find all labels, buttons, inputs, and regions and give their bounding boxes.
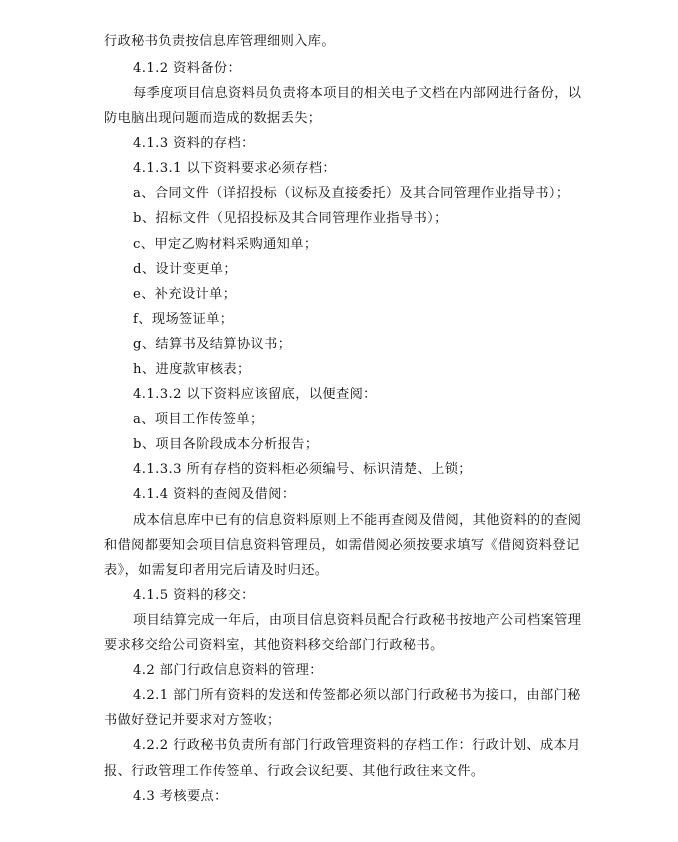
- section-heading: 4.2 部门行政信息资料的管理：: [133, 663, 323, 678]
- text-line: 要求移交给公司资料室，其他资料移交给部门行政秘书。: [104, 638, 444, 653]
- list-item: a、合同文件（详招投标（议标及直接委托）及其合同管理作业指导书）；: [133, 186, 570, 201]
- list-item: g、结算书及结算协议书；: [133, 337, 292, 352]
- section-heading: 4.1.2 资料备份：: [133, 61, 242, 76]
- list-item: d、设计变更单；: [133, 262, 237, 277]
- section-heading: 4.1.3.1 以下资料要求必须存档：: [133, 161, 336, 176]
- list-item: b、招标文件（见招投标及其合同管理作业指导书）；: [133, 211, 448, 226]
- list-item: b、项目各阶段成本分析报告；: [133, 437, 319, 452]
- list-item: c、甲定乙购材料采购通知单；: [133, 237, 318, 252]
- section-heading: 4.3 考核要点：: [133, 789, 228, 804]
- text-line: 报、行政管理工作传签单、行政会议纪要、其他行政往来文件。: [104, 764, 485, 779]
- list-item: f、现场签证单；: [133, 312, 234, 327]
- text-line: 书做好登记并要求对方签收；: [104, 713, 281, 728]
- list-item: e、补充设计单；: [133, 287, 237, 302]
- text-line: 行政秘书负责按信息库管理细则入库。: [104, 34, 335, 49]
- section-heading: 4.1.5 资料的移交：: [133, 588, 255, 603]
- section-heading: 4.1.4 资料的查阅及借阅：: [133, 487, 296, 502]
- text-line: 表》，如需复印者用完后请及时归还。: [104, 563, 329, 578]
- section-heading: 4.1.3 资料的存档：: [133, 136, 255, 151]
- text-line: 成本信息库中已有的信息资料原则上不能再查阅及借阅，其他资料的的查阅: [133, 513, 582, 528]
- text-line: 4.2.1 部门所有资料的发送和传签都必须以部门行政秘书为接口，由部门秘: [133, 688, 581, 703]
- text-line: 防电脑出现问题而造成的数据丢失；: [104, 111, 322, 126]
- section-heading: 4.1.3.3 所有存档的资料柜必须编号、标识清楚、上锁；: [133, 462, 472, 477]
- list-item: h、进度款审核表；: [133, 362, 251, 377]
- text-line: 4.2.2 行政秘书负责所有部门行政管理资料的存档工作：行政计划、成本月: [133, 738, 581, 753]
- text-line: 和借阅都要知会项目信息资料管理员，如需借阅必须按要求填写《借阅资料登记: [104, 538, 580, 553]
- section-heading: 4.1.3.2 以下资料应该留底，以便查阅：: [133, 387, 377, 402]
- text-line: 每季度项目信息资料员负责将本项目的相关电子文档在内部网进行备份，以: [133, 86, 582, 101]
- list-item: a、项目工作传签单；: [133, 412, 264, 427]
- text-line: 项目结算完成一年后，由项目信息资料员配合行政秘书按地产公司档案管理: [133, 613, 582, 628]
